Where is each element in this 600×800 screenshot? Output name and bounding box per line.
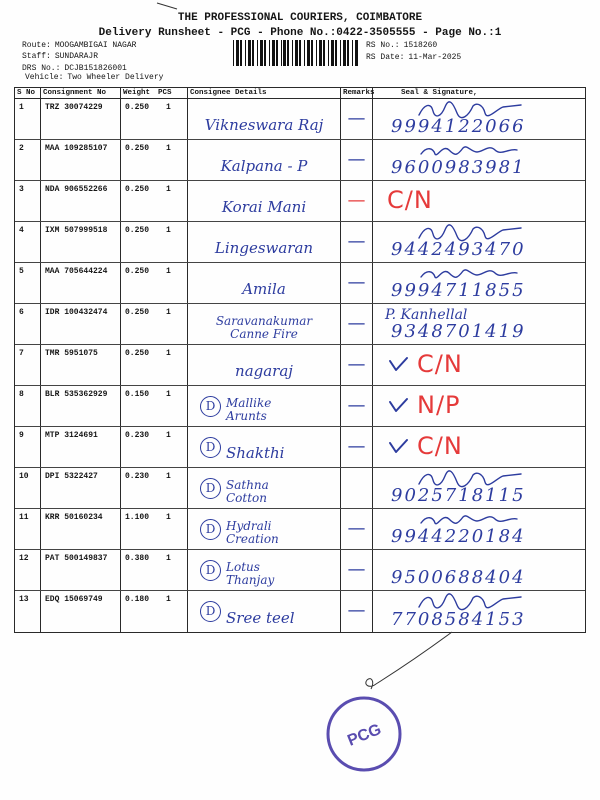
consignee-name-line: Amila	[242, 280, 286, 298]
header-sno: S No	[15, 88, 41, 98]
cell-consignment-no: MTP 3124691	[41, 427, 121, 467]
delivery-status: C/N	[417, 350, 463, 378]
cell-seal-signature	[373, 263, 585, 303]
cell-consignment-no: EDQ 15069749	[41, 591, 121, 632]
cell-consignment-no: TRZ 30074229	[41, 99, 121, 139]
cell-weight: 0.250	[125, 185, 150, 194]
cell-seal-signature	[373, 222, 585, 262]
cell-consignee-details	[188, 509, 341, 549]
remark-mark: —	[347, 559, 366, 580]
consignee-name-line: Thanjay	[226, 573, 275, 587]
cell-weight: 0.250	[125, 349, 150, 358]
table-row	[15, 591, 585, 632]
cell-remarks	[341, 263, 373, 303]
remark-mark: —	[347, 190, 366, 211]
consignee-handwriting	[192, 117, 336, 134]
cell-consignment-no: KRR 50160234	[41, 509, 121, 549]
cell-weight: 0.230	[125, 431, 150, 440]
rs-date-value: 11-Mar-2025	[408, 53, 462, 62]
receiver-phone: 9600983981	[391, 157, 526, 178]
table-row	[15, 263, 585, 304]
consignee-name-line: Kalpana - P	[220, 157, 308, 175]
pen-stroke	[366, 632, 452, 689]
cell-consignment-no: IDR 100432474	[41, 304, 121, 344]
table-row	[15, 345, 585, 386]
delivery-status: C/N	[387, 186, 433, 214]
cell-consignee-details	[188, 591, 341, 632]
consignee-name-line: Lingeswaran	[214, 239, 314, 257]
cell-consignment-no: NDA 906552266	[41, 181, 121, 221]
runsheet-table	[14, 87, 586, 633]
cell-pcs: 1	[156, 304, 188, 344]
table-row	[15, 222, 585, 263]
staff-label: Staff:	[22, 52, 51, 61]
consignee-name-line: Canne Fire	[230, 327, 298, 341]
receiver-phone: 9994711855	[391, 280, 526, 301]
signer-name: P. Kanhellal	[385, 307, 468, 323]
cell-remarks	[341, 427, 373, 467]
cell-seal-signature	[373, 591, 585, 632]
cell-weight: 0.250	[125, 103, 150, 112]
staff-line	[22, 52, 98, 62]
cell-consignment-no: MAA 705644224	[41, 263, 121, 303]
cell-seal-signature	[373, 181, 585, 221]
cell-consignee-details	[188, 304, 341, 344]
cell-consignee-details	[188, 468, 341, 508]
consignee-handwriting	[226, 610, 336, 627]
cell-seal-signature	[373, 468, 585, 508]
table-row	[15, 181, 585, 222]
delivered-mark: D	[200, 396, 221, 417]
delivered-mark: D	[200, 519, 221, 540]
consignee-handwriting	[192, 315, 336, 341]
cell-remarks	[341, 181, 373, 221]
cell-pcs: 1	[156, 140, 188, 180]
tick-icon	[387, 437, 409, 455]
delivery-status: C/N	[417, 432, 463, 460]
cell-pcs: 1	[156, 550, 188, 590]
cell-weight: 0.250	[125, 267, 150, 276]
cell-sno: 1	[15, 99, 41, 139]
cell-remarks	[341, 591, 373, 632]
cell-consignment-no: BLR 535362929	[41, 386, 121, 426]
consignee-name-line: Korai Mani	[221, 198, 307, 216]
rs-no-label: RS No.:	[366, 41, 400, 50]
rs-no-value: 1518260	[403, 41, 438, 50]
consignee-handwriting	[226, 479, 336, 505]
cell-consignment-no: PAT 500149837	[41, 550, 121, 590]
cell-remarks	[341, 345, 373, 385]
remark-mark: —	[347, 149, 366, 170]
cell-sno: 10	[15, 468, 41, 508]
receiver-phone: 7708584153	[391, 609, 526, 630]
cell-remarks	[341, 509, 373, 549]
cell-consignee-details	[188, 140, 341, 180]
receiver-phone: 9994122066	[391, 116, 526, 137]
consignee-handwriting	[226, 397, 336, 423]
cell-pcs: 1	[156, 222, 188, 262]
cell-consignee-details	[188, 99, 341, 139]
cell-seal-signature	[373, 550, 585, 590]
table-row	[15, 427, 585, 468]
status-group	[387, 392, 461, 418]
cell-seal-signature	[373, 509, 585, 549]
cell-pcs: 1	[156, 345, 188, 385]
cell-sno: 8	[15, 386, 41, 426]
stamp-text: PCG	[345, 721, 384, 750]
consignee-name-line: nagaraj	[235, 362, 293, 380]
cell-sno: 5	[15, 263, 41, 303]
cell-weight: 1.100	[125, 513, 150, 522]
header-remarks: Remarks	[343, 89, 375, 97]
remark-mark: —	[347, 231, 366, 252]
delivered-mark: D	[200, 601, 221, 622]
delivered-mark: D	[200, 437, 221, 458]
drs-label: DRS No.:	[22, 64, 61, 73]
drs-value: DCJB151826001	[64, 64, 127, 73]
consignee-name-line: Lotus	[226, 560, 260, 574]
tick-icon	[387, 396, 409, 414]
cell-weight: 0.230	[125, 472, 150, 481]
cell-consignee-details	[188, 550, 341, 590]
table-row	[15, 509, 585, 550]
cell-seal-signature	[373, 304, 585, 344]
consignee-name-line: Shakthi	[226, 444, 285, 462]
cell-consignee-details	[188, 181, 341, 221]
cell-pcs: 1	[156, 509, 188, 549]
table-body	[15, 99, 585, 632]
cell-pcs: 1	[156, 591, 188, 632]
cell-seal-signature	[373, 345, 585, 385]
cell-consignment-no: TMR 5951075	[41, 345, 121, 385]
cell-seal-signature	[373, 427, 585, 467]
cell-remarks	[341, 140, 373, 180]
consignee-name-line: Hydrali	[226, 519, 272, 533]
cell-consignee-details	[188, 386, 341, 426]
runsheet-subtitle: Delivery Runsheet - PCG - Phone No.:0422-3505555 - Page No.:1	[98, 27, 502, 39]
table-header-row	[15, 88, 585, 99]
cell-remarks	[341, 386, 373, 426]
consignee-handwriting	[192, 281, 336, 298]
consignee-name-line: Cotton	[226, 491, 268, 505]
vehicle-line	[25, 73, 163, 83]
receiver-phone: 9944220184	[391, 526, 526, 547]
header-seal-signature: Seal & Signature,	[401, 89, 478, 97]
table-row	[15, 99, 585, 140]
cell-remarks	[341, 304, 373, 344]
receiver-phone: 9500688404	[391, 567, 526, 588]
table-row	[15, 550, 585, 591]
consignee-name-line: Sathna	[226, 478, 269, 492]
header-consignment-no: Consignment No	[41, 88, 121, 98]
cell-remarks	[341, 222, 373, 262]
cell-consignment-no: DPI 5322427	[41, 468, 121, 508]
rs-no-line	[366, 41, 437, 51]
consignee-name-line: Sree teel	[226, 609, 295, 627]
cell-sno: 6	[15, 304, 41, 344]
table-row	[15, 304, 585, 345]
status-group	[387, 187, 433, 213]
cell-weight: 0.380	[125, 554, 150, 563]
cell-sno: 7	[15, 345, 41, 385]
vehicle-label: Vehicle:	[25, 73, 64, 82]
consignee-handwriting	[226, 561, 336, 587]
consignee-handwriting	[226, 445, 336, 462]
cell-pcs: 1	[156, 386, 188, 426]
status-group	[387, 351, 463, 377]
table-row	[15, 140, 585, 181]
rs-date-line	[366, 53, 461, 63]
cell-sno: 11	[15, 509, 41, 549]
consignee-name-line: Saravanakumar	[215, 314, 313, 328]
consignee-handwriting	[192, 199, 336, 216]
receiver-phone: 9442493470	[391, 239, 526, 260]
vehicle-value: Two Wheeler Delivery	[67, 73, 164, 82]
cell-consignee-details	[188, 345, 341, 385]
cell-consignee-details	[188, 263, 341, 303]
pen-mark	[157, 3, 177, 9]
remark-mark: —	[347, 600, 366, 621]
cell-weight: 0.250	[125, 144, 150, 153]
cell-remarks	[341, 99, 373, 139]
consignee-handwriting	[192, 363, 336, 380]
route-value: MOOGAMBIGAI NAGAR	[54, 41, 137, 50]
cell-pcs: 1	[156, 99, 188, 139]
remark-mark: —	[347, 272, 366, 293]
cell-remarks	[341, 550, 373, 590]
barcode-bar	[355, 40, 358, 66]
barcode	[233, 40, 358, 66]
remark-mark: —	[347, 313, 366, 334]
cell-remarks	[341, 468, 373, 508]
remark-mark: —	[347, 436, 366, 457]
cell-seal-signature	[373, 386, 585, 426]
staff-value: SUNDARAJR	[54, 52, 99, 61]
cell-consignment-no: MAA 109285107	[41, 140, 121, 180]
route-line	[22, 41, 136, 51]
table-row	[15, 468, 585, 509]
cell-sno: 3	[15, 181, 41, 221]
cell-pcs: 1	[156, 427, 188, 467]
status-group	[387, 433, 463, 459]
consignee-name-line: Creation	[226, 532, 279, 546]
remark-mark: —	[347, 518, 366, 539]
table-row	[15, 386, 585, 427]
cell-consignee-details	[188, 222, 341, 262]
header-pcs: PCS	[156, 88, 188, 98]
cell-weight: 0.250	[125, 226, 150, 235]
tick-icon	[387, 355, 409, 373]
consignee-name-line: Mallike	[226, 396, 272, 410]
header-consignee-details: Consignee Details	[188, 88, 341, 98]
cell-weight: 0.150	[125, 390, 150, 399]
route-label: Route:	[22, 41, 51, 50]
cell-weight: 0.250	[125, 308, 150, 317]
cell-sno: 12	[15, 550, 41, 590]
cell-pcs: 1	[156, 263, 188, 303]
consignee-name-line: Vikneswara Raj	[204, 116, 324, 134]
cell-sno: 13	[15, 591, 41, 632]
receiver-phone: 9348701419	[391, 321, 526, 342]
rs-date-label: RS Date:	[366, 53, 405, 62]
consignee-name-line: Arunts	[226, 409, 267, 423]
cell-sno: 4	[15, 222, 41, 262]
company-title: THE PROFESSIONAL COURIERS, COIMBATORE	[177, 12, 423, 24]
cell-seal-signature	[373, 140, 585, 180]
cell-consignee-details	[188, 427, 341, 467]
remark-mark: —	[347, 395, 366, 416]
consignee-handwriting	[192, 240, 336, 257]
remark-mark: —	[347, 108, 366, 129]
cell-pcs: 1	[156, 181, 188, 221]
cell-sno: 9	[15, 427, 41, 467]
cell-consignment-no: IXM 507999518	[41, 222, 121, 262]
delivered-mark: D	[200, 560, 221, 581]
cell-sno: 2	[15, 140, 41, 180]
consignee-handwriting	[192, 158, 336, 175]
cell-weight: 0.180	[125, 595, 150, 604]
delivery-status: N/P	[417, 391, 461, 419]
cell-pcs: 1	[156, 468, 188, 508]
remark-mark: —	[347, 354, 366, 375]
cell-seal-signature	[373, 99, 585, 139]
consignee-handwriting	[226, 520, 336, 546]
delivered-mark: D	[200, 478, 221, 499]
receiver-phone: 9025718115	[391, 485, 526, 506]
stamp-ring	[328, 698, 400, 770]
header-weight: Weight	[123, 89, 151, 97]
